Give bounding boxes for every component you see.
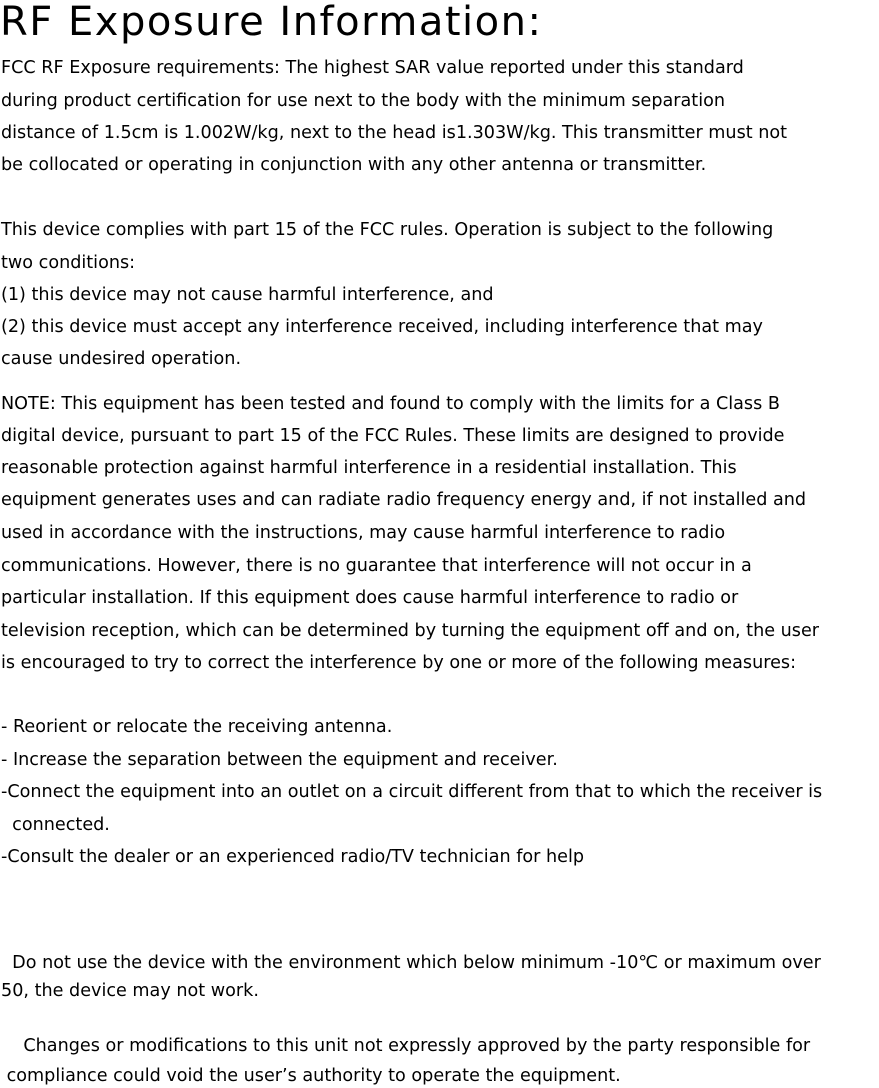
text-line: equipment generates uses and can radiate radio frequency energy and, if not installed and: [1, 490, 807, 510]
text-line: be collocated or operating in conjunction with any other antenna or transmitter.: [1, 155, 707, 175]
text-line: digital device, pursuant to part 15 of the FCC Rules. These limits are designed to provide: [1, 426, 785, 446]
text-line: cause undesired operation.: [1, 349, 242, 369]
list-item: connected.: [1, 815, 110, 835]
text-line: two conditions:: [1, 253, 136, 273]
list-item: - Increase the separation between the equipment and receiver.: [1, 750, 558, 770]
text-line: Changes or modifications to this unit not expressly approved by the party responsible for: [1, 1036, 811, 1056]
text-line: (1) this device may not cause harmful interference, and: [1, 285, 494, 305]
text-line: Do not use the device with the environment which below minimum -10℃ or maximum over: [1, 953, 821, 973]
list-item: -Connect the equipment into an outlet on a circuit different from that to which the receiver is: [1, 782, 823, 802]
list-item: - Reorient or relocate the receiving antenna.: [1, 717, 393, 737]
text-line: communications. However, there is no guarantee that interference will not occur in a: [1, 556, 752, 576]
text-line: television reception, which can be determined by turning the equipment off and on, the user: [1, 621, 820, 641]
text-line: is encouraged to try to correct the interference by one or more of the following measures:: [1, 653, 796, 673]
text-line: reasonable protection against harmful interference in a residential installation. This: [1, 458, 737, 478]
text-line: distance of 1.5cm is 1.002W/kg, next to the head is1.303W/kg. This transmitter must not: [1, 123, 788, 143]
text-line: This device complies with part 15 of the FCC rules. Operation is subject to the following: [1, 220, 774, 240]
text-line: compliance could void the user’s authority to operate the equipment.: [1, 1066, 621, 1086]
page-title: RF Exposure Information:: [0, 0, 543, 45]
text-line: FCC RF Exposure requirements: The highest SAR value reported under this standard: [1, 58, 744, 78]
list-item: -Consult the dealer or an experienced radio/TV technician for help: [1, 847, 585, 867]
text-line: during product certification for use next to the body with the minimum separation: [1, 91, 725, 111]
text-line: (2) this device must accept any interference received, including interference that may: [1, 317, 763, 337]
text-line: particular installation. If this equipment does cause harmful interference to radio or: [1, 588, 739, 608]
text-line: 50, the device may not work.: [1, 981, 259, 1001]
text-line: used in accordance with the instructions, may cause harmful interference to radio: [1, 523, 726, 543]
text-line: NOTE: This equipment has been tested and found to comply with the limits for a Class B: [1, 394, 780, 414]
